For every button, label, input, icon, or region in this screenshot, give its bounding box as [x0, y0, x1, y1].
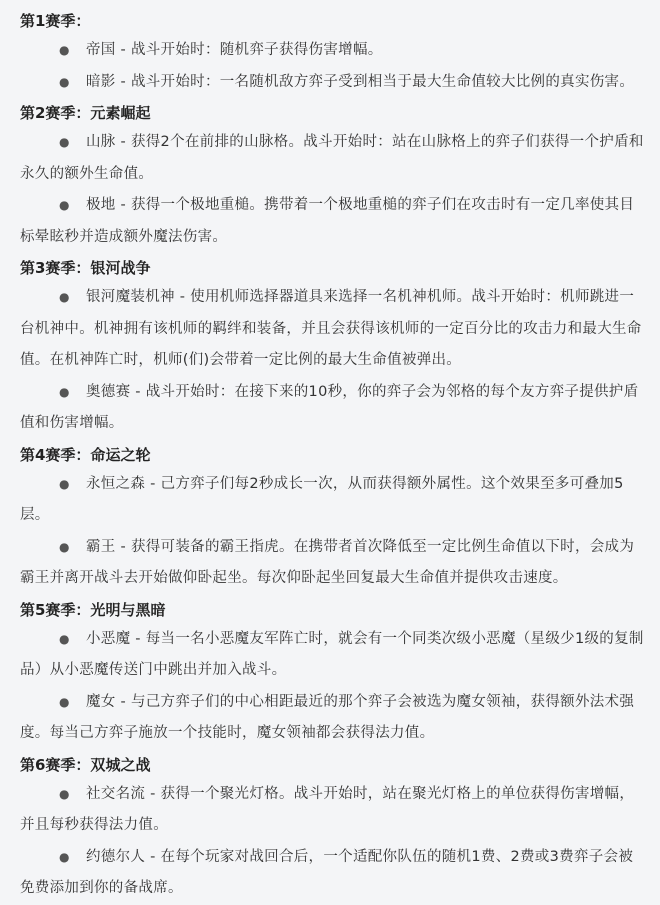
- list-item: [0, 687, 646, 750]
- bullet-icon: ●: [59, 786, 70, 801]
- list-item-text: 极地 - 获得一个极地重槌。携带着一个极地重槌的弈子们在攻击时有一定几率使其目标晕眩秒并造成额外魔法伤害。: [20, 197, 635, 245]
- season-heading: 第1赛季：: [20, 12, 91, 30]
- list-item: [0, 624, 646, 687]
- bullet-icon: ●: [59, 135, 70, 149]
- season-heading: 第2赛季：元素崛起: [20, 104, 151, 122]
- bullet-icon: ●: [59, 43, 70, 57]
- season-heading: 第4赛季：命运之轮: [20, 445, 151, 464]
- list-item-text: 暗影 - 战斗开始时：一名随机敌方弈子受到相当于最大生命值较大比例的真实伤害。: [86, 73, 635, 90]
- list-item: [0, 190, 646, 253]
- list-item: [0, 532, 646, 595]
- list-item-text: 社交名流 - 获得一个聚光灯格。战斗开始时，站在聚光灯格上的单位获得伤害增幅，并且每秒获得法力值。: [20, 785, 635, 833]
- bullet-icon: ●: [59, 694, 70, 709]
- list-item-text: 霸王 - 获得可装备的霸王指虎。在携带者首次降低至一定比例生命值以下时，会成为霸王并离开战斗去开始做仰卧起坐。每次仰卧起坐回复最大生命值并提供攻击速度。: [20, 538, 635, 586]
- list-item-text: 帝国 - 战斗开始时：随机弈子获得伤害增幅。: [86, 42, 383, 58]
- list-item: [0, 377, 646, 440]
- list-item-text: 银河魔装机神 - 使用机师选择器道具来选择一名机神机师。战斗开始时：机师跳进一台机神中。机神拥有该机师的羁绊和装备，并且会获得该机师的一定百分比的攻击力和最大生命值。在机神阵亡时，机师(们)会带着一定比例的最大生命值被弹出。: [20, 289, 642, 368]
- list-item: [0, 779, 646, 842]
- bullet-icon: ●: [59, 631, 70, 646]
- list-item: [0, 67, 646, 99]
- season-heading: 第6赛季：双城之战: [20, 755, 151, 774]
- list-item: [0, 127, 646, 190]
- list-item-text: 山脉 - 获得2个在前排的山脉格。战斗开始时：站在山脉格上的弈子们获得一个护盾和永久的额外生命值。: [20, 134, 644, 182]
- bullet-icon: ●: [59, 74, 70, 89]
- list-item-text: 小恶魔 - 每当一名小恶魔友军阵亡时，就会有一个同类次级小恶魔（星级少1级的复制品）从小恶魔传送门中跳出并加入战斗。: [20, 630, 644, 678]
- list-item-text: 奥德赛 - 战斗开始时：在接下来的10秒，你的弈子会为邻格的每个友方弈子提供护盾值和伤害增幅。: [20, 383, 639, 431]
- bullet-icon: ●: [59, 539, 70, 554]
- bullet-icon: ●: [59, 198, 70, 212]
- list-item-text: 永恒之森 - 己方弈子们每2秒成长一次，从而获得额外属性。这个效果至多可叠加5层。: [20, 475, 624, 523]
- list-item: [0, 282, 646, 377]
- bullet-icon: ●: [59, 476, 70, 491]
- bullet-icon: ●: [59, 384, 70, 399]
- season-heading: 第3赛季：银河战争: [20, 259, 151, 277]
- bullet-icon: ●: [59, 849, 70, 864]
- season-heading: 第5赛季：光明与黑暗: [20, 600, 166, 619]
- list-item: [0, 842, 646, 905]
- list-item: [0, 469, 646, 532]
- bullet-icon: ●: [59, 290, 70, 304]
- list-item: [0, 35, 646, 67]
- list-item-text: 魔女 - 与己方弈子们的中心相距最近的那个弈子会被选为魔女领袖，获得额外法术强度。每当己方弈子施放一个技能时，魔女领袖都会获得法力值。: [20, 693, 635, 741]
- list-item-text: 约德尔人 - 在每个玩家对战回合后，一个适配你队伍的随机1费、2费或3费弈子会被免费添加到你的备战席。: [20, 848, 634, 896]
